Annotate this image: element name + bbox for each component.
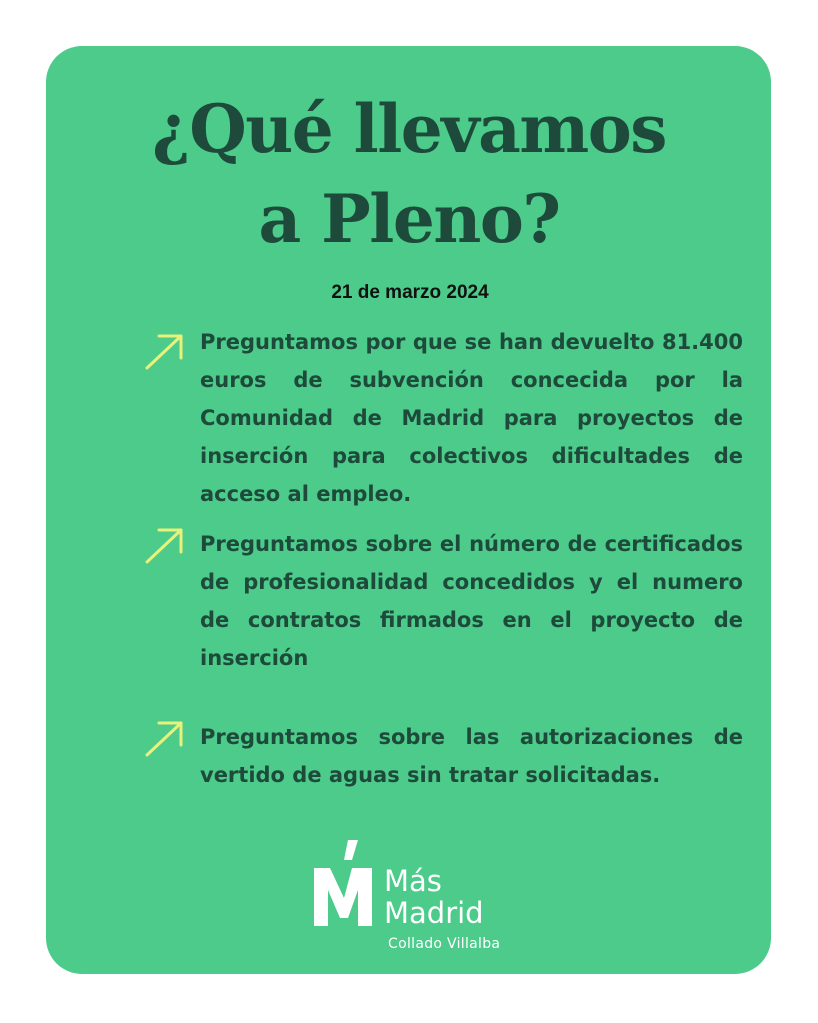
title-line-1: ¿Qué llevamos (152, 90, 666, 168)
list-item-text: Preguntamos por que se han devuelto 81.400 euros de subvención concecida por la Comunidad de Madrid para proyectos de inserción para colectivos dificultades de acceso al empleo. (200, 330, 743, 506)
list-item-2 (200, 525, 743, 677)
page-title (0, 84, 818, 264)
arrow-up-right-icon (143, 330, 187, 374)
list-item-text: Preguntamos sobre el número de certificados de profesionalidad concedidos y el numero de contratos firmados en el proyecto de inserción (200, 532, 743, 670)
list-item-text: Preguntamos sobre las autorizaciones de vertido de aguas sin tratar solicitadas. (200, 725, 743, 787)
logo-m-icon (310, 838, 380, 928)
logo-word-1: Más (384, 864, 442, 898)
arrow-up-right-icon (143, 717, 187, 761)
title-line-2: a Pleno? (258, 180, 560, 258)
list-item-1 (200, 323, 743, 513)
logo-word-2: Madrid (384, 896, 484, 930)
mas-madrid-logo (310, 838, 530, 962)
arrow-up-right-icon (143, 524, 187, 568)
date-label: 21 de marzo 2024 (331, 282, 489, 303)
list-item-3 (200, 718, 743, 794)
logo-subtitle: Collado Villalba (388, 936, 501, 952)
